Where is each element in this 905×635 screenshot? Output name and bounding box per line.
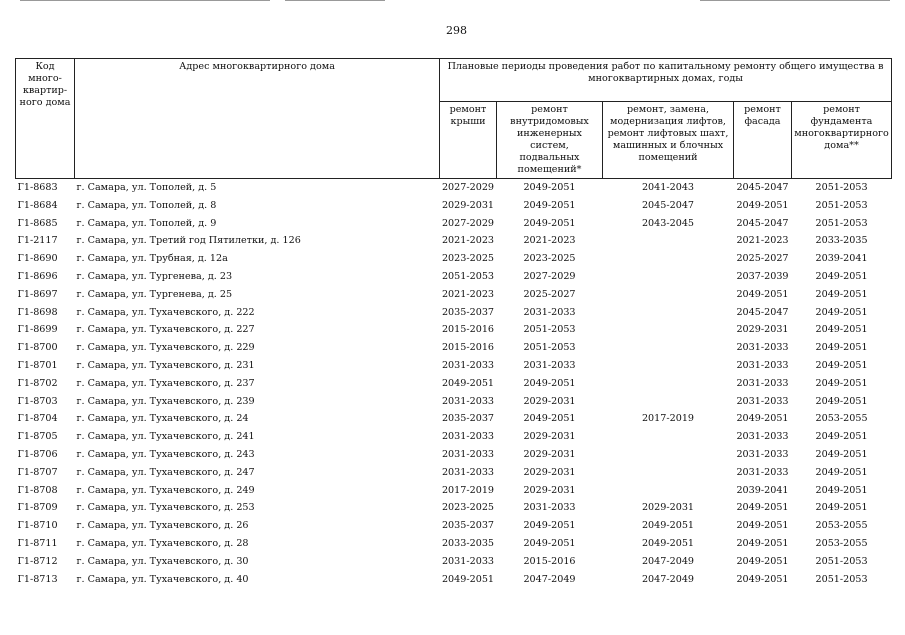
row-code: Г1-2117 [17, 235, 58, 247]
row-address: г. Самара, ул. Третий год Пятилетки, д. 126 [76, 235, 301, 247]
row-elevators: 2049-2051 [641, 520, 695, 532]
row-roof: 2031-2033 [441, 466, 495, 478]
row-elevators [603, 375, 734, 393]
row-foundation: 2051-2053 [815, 217, 868, 229]
row-elevators: 2049-2051 [641, 537, 695, 549]
scan-edge-line [20, 0, 270, 1]
row-roof: 2027-2029 [441, 217, 495, 229]
row-roof: 2023-2025 [441, 502, 495, 514]
row-engineering: 2047-2049 [523, 573, 576, 585]
row-code: Г1-8709 [17, 502, 58, 514]
row-code: Г1-8706 [17, 448, 58, 460]
table-row [16, 286, 892, 304]
row-roof: 2015-2016 [441, 324, 495, 336]
row-address: г. Самара, ул. Тургенева, д. 25 [76, 288, 233, 300]
row-engineering: 2049-2051 [523, 182, 576, 193]
row-foundation: 2033-2035 [815, 235, 868, 247]
row-roof: 2031-2033 [441, 448, 495, 460]
row-roof: 2023-2025 [441, 253, 495, 265]
row-roof: 2049-2051 [441, 377, 495, 389]
row-elevators: 2041-2043 [641, 182, 695, 193]
row-engineering: 2031-2033 [523, 306, 576, 318]
row-code: Г1-8711 [17, 537, 58, 549]
row-code: Г1-8700 [17, 342, 58, 354]
table-row [16, 571, 892, 589]
row-address: г. Самара, ул. Тополей, д. 9 [76, 217, 217, 229]
table-row [16, 393, 892, 411]
row-address: г. Самара, ул. Тухачевского, д. 247 [76, 466, 255, 478]
row-address: г. Самара, ул. Тухачевского, д. 249 [76, 484, 255, 496]
row-address: г. Самара, ул. Тухачевского, д. 237 [76, 377, 255, 389]
row-code: Г1-8705 [17, 431, 58, 443]
row-foundation: 2053-2055 [815, 537, 868, 549]
row-address: г. Самара, ул. Тухачевского, д. 222 [76, 306, 255, 318]
table-row [16, 464, 892, 482]
row-elevators: 2047-2049 [641, 555, 695, 567]
table-row [16, 215, 892, 233]
row-elevators: 2043-2045 [641, 217, 695, 229]
row-engineering: 2029-2031 [523, 484, 576, 496]
table-row [16, 553, 892, 571]
table-body [16, 179, 892, 589]
row-elevators [603, 321, 734, 339]
row-code: Г1-8690 [17, 253, 58, 265]
row-foundation: 2053-2055 [815, 520, 868, 532]
row-elevators [603, 357, 734, 375]
header-engineering: ремонт внутридомовых инженерных систем, подвальных помещений* [497, 102, 603, 179]
row-foundation: 2049-2051 [815, 395, 868, 407]
row-roof: 2017-2019 [441, 484, 495, 496]
row-facade: 2049-2051 [736, 288, 789, 300]
row-elevators [603, 268, 734, 286]
page-number: 298 [446, 24, 467, 37]
row-engineering: 2049-2051 [523, 199, 576, 211]
header-periods-group: Плановые периоды проведения работ по капитальному ремонту общего имущества в многоквартирных домах, годы [440, 59, 892, 102]
row-code: Г1-8713 [17, 573, 58, 585]
row-roof: 2029-2031 [441, 199, 495, 211]
row-foundation: 2049-2051 [815, 306, 868, 318]
scan-edge-line [285, 0, 385, 1]
row-foundation: 2049-2051 [815, 466, 868, 478]
row-code: Г1-8712 [17, 555, 58, 567]
table-row [16, 304, 892, 322]
row-roof: 2015-2016 [441, 342, 495, 354]
row-facade: 2031-2033 [736, 342, 789, 354]
row-facade: 2025-2027 [736, 253, 789, 265]
row-code: Г1-8683 [17, 182, 58, 193]
row-facade: 2049-2051 [736, 413, 789, 425]
row-elevators: 2047-2049 [641, 573, 695, 585]
row-roof: 2035-2037 [441, 520, 495, 532]
row-roof: 2033-2035 [441, 537, 495, 549]
row-facade: 2049-2051 [736, 199, 789, 211]
scan-edge-line [700, 0, 890, 1]
row-address: г. Самара, ул. Тухачевского, д. 26 [76, 520, 249, 532]
row-foundation: 2049-2051 [815, 502, 868, 514]
row-address: г. Самара, ул. Тухачевского, д. 227 [76, 324, 255, 336]
row-facade: 2049-2051 [736, 502, 789, 514]
table-row [16, 232, 892, 250]
row-facade: 2031-2033 [736, 377, 789, 389]
row-roof: 2035-2037 [441, 413, 495, 425]
row-code: Г1-8707 [17, 466, 58, 478]
row-facade: 2045-2047 [736, 306, 789, 318]
row-foundation: 2051-2053 [815, 199, 868, 211]
row-engineering: 2029-2031 [523, 466, 576, 478]
row-code: Г1-8684 [17, 199, 58, 211]
row-facade: 2039-2041 [736, 484, 789, 496]
table-row [16, 499, 892, 517]
row-facade: 2049-2051 [736, 573, 789, 585]
row-facade: 2037-2039 [736, 270, 789, 282]
row-address: г. Самара, ул. Тухачевского, д. 243 [76, 448, 255, 460]
row-engineering: 2021-2023 [523, 235, 576, 247]
row-code: Г1-8697 [17, 288, 58, 300]
row-foundation: 2049-2051 [815, 324, 868, 336]
table-row [16, 446, 892, 464]
row-elevators [603, 393, 734, 411]
table-row [16, 517, 892, 535]
row-facade: 2049-2051 [736, 520, 789, 532]
header-elevators: ремонт, замена, модернизация лифтов, ремонт лифтовых шахт, машинных и блочных помещений [603, 102, 734, 179]
row-facade: 2031-2033 [736, 395, 789, 407]
row-foundation: 2049-2051 [815, 270, 868, 282]
row-address: г. Самара, ул. Тургенева, д. 23 [76, 270, 233, 282]
row-foundation: 2049-2051 [815, 377, 868, 389]
row-engineering: 2025-2027 [523, 288, 576, 300]
header-roof: ремонт крыши [440, 102, 497, 179]
row-address: г. Самара, ул. Тухачевского, д. 28 [76, 537, 249, 549]
table-row [16, 250, 892, 268]
row-foundation: 2049-2051 [815, 342, 868, 354]
row-foundation: 2049-2051 [815, 448, 868, 460]
header-foundation: ремонт фундамента многоквартирного дома** [792, 102, 892, 179]
row-roof: 2027-2029 [441, 182, 495, 193]
row-code: Г1-8703 [17, 395, 58, 407]
table-row [16, 535, 892, 553]
header-code: Код много-квартир-ного дома [16, 59, 75, 179]
row-address: г. Самара, ул. Тухачевского, д. 239 [76, 395, 255, 407]
row-address: г. Самара, ул. Тополей, д. 5 [76, 182, 217, 193]
row-engineering: 2023-2025 [523, 253, 576, 265]
row-elevators [603, 250, 734, 268]
row-roof: 2031-2033 [441, 431, 495, 443]
row-roof: 2021-2023 [441, 288, 495, 300]
row-foundation: 2051-2053 [815, 573, 868, 585]
table-row [16, 482, 892, 500]
row-elevators [603, 304, 734, 322]
row-facade: 2021-2023 [736, 235, 789, 247]
row-code: Г1-8710 [17, 520, 58, 532]
header-address: Адрес многоквартирного дома [75, 59, 440, 179]
row-facade: 2031-2033 [736, 448, 789, 460]
row-code: Г1-8702 [17, 377, 58, 389]
row-engineering: 2049-2051 [523, 377, 576, 389]
row-elevators [603, 428, 734, 446]
row-roof: 2031-2033 [441, 395, 495, 407]
row-roof: 2031-2033 [441, 359, 495, 371]
table-row [16, 357, 892, 375]
row-facade: 2045-2047 [736, 182, 789, 193]
row-address: г. Самара, ул. Тухачевского, д. 24 [76, 413, 249, 425]
row-code: Г1-8696 [17, 270, 58, 282]
row-engineering: 2031-2033 [523, 359, 576, 371]
row-facade: 2031-2033 [736, 359, 789, 371]
row-engineering: 2051-2053 [523, 342, 576, 354]
row-code: Г1-8701 [17, 359, 58, 371]
row-facade: 2031-2033 [736, 431, 789, 443]
row-engineering: 2029-2031 [523, 448, 576, 460]
row-facade: 2031-2033 [736, 466, 789, 478]
table-row [16, 179, 892, 197]
row-facade: 2049-2051 [736, 537, 789, 549]
row-code: Г1-8685 [17, 217, 58, 229]
row-code: Г1-8699 [17, 324, 58, 336]
row-address: г. Самара, ул. Тухачевского, д. 231 [76, 359, 255, 371]
row-foundation: 2051-2053 [815, 182, 868, 193]
table-row [16, 339, 892, 357]
row-elevators: 2045-2047 [641, 199, 695, 211]
row-foundation: 2039-2041 [815, 253, 868, 265]
row-roof: 2031-2033 [441, 555, 495, 567]
row-engineering: 2027-2029 [523, 270, 576, 282]
table-row [16, 375, 892, 393]
row-address: г. Самара, ул. Тухачевского, д. 40 [76, 573, 249, 585]
row-roof: 2051-2053 [441, 270, 495, 282]
row-address: г. Самара, ул. Тухачевского, д. 253 [76, 502, 255, 514]
header-facade: ремонт фасада [734, 102, 792, 179]
row-engineering: 2029-2031 [523, 431, 576, 443]
row-engineering: 2049-2051 [523, 217, 576, 229]
row-elevators: 2017-2019 [641, 413, 695, 425]
row-elevators [603, 446, 734, 464]
row-engineering: 2015-2016 [523, 555, 576, 567]
table-row [16, 268, 892, 286]
capital-repair-table [15, 58, 892, 588]
row-code: Г1-8704 [17, 413, 58, 425]
row-elevators [603, 232, 734, 250]
row-address: г. Самара, ул. Трубная, д. 12а [76, 253, 228, 265]
row-facade: 2045-2047 [736, 217, 789, 229]
row-address: г. Самара, ул. Тухачевского, д. 241 [76, 431, 255, 443]
row-elevators: 2029-2031 [641, 502, 695, 514]
row-elevators [603, 286, 734, 304]
row-foundation: 2049-2051 [815, 359, 868, 371]
row-facade: 2049-2051 [736, 555, 789, 567]
row-roof: 2021-2023 [441, 235, 495, 247]
row-foundation: 2053-2055 [815, 413, 868, 425]
row-elevators [603, 482, 734, 500]
row-foundation: 2049-2051 [815, 484, 868, 496]
row-engineering: 2049-2051 [523, 537, 576, 549]
table-row [16, 428, 892, 446]
table-row [16, 410, 892, 428]
row-foundation: 2049-2051 [815, 431, 868, 443]
row-foundation: 2051-2053 [815, 555, 868, 567]
row-code: Г1-8708 [17, 484, 58, 496]
row-roof: 2049-2051 [441, 573, 495, 585]
row-code: Г1-8698 [17, 306, 58, 318]
row-engineering: 2051-2053 [523, 324, 576, 336]
row-address: г. Самара, ул. Тухачевского, д. 229 [76, 342, 255, 354]
row-engineering: 2049-2051 [523, 413, 576, 425]
row-engineering: 2031-2033 [523, 502, 576, 514]
row-address: г. Самара, ул. Тополей, д. 8 [76, 199, 217, 211]
row-elevators [603, 339, 734, 357]
row-foundation: 2049-2051 [815, 288, 868, 300]
row-address: г. Самара, ул. Тухачевского, д. 30 [76, 555, 249, 567]
row-engineering: 2049-2051 [523, 520, 576, 532]
row-elevators [603, 464, 734, 482]
row-facade: 2029-2031 [736, 324, 789, 336]
table-row [16, 321, 892, 339]
row-roof: 2035-2037 [441, 306, 495, 318]
table-row [16, 197, 892, 215]
row-engineering: 2029-2031 [523, 395, 576, 407]
